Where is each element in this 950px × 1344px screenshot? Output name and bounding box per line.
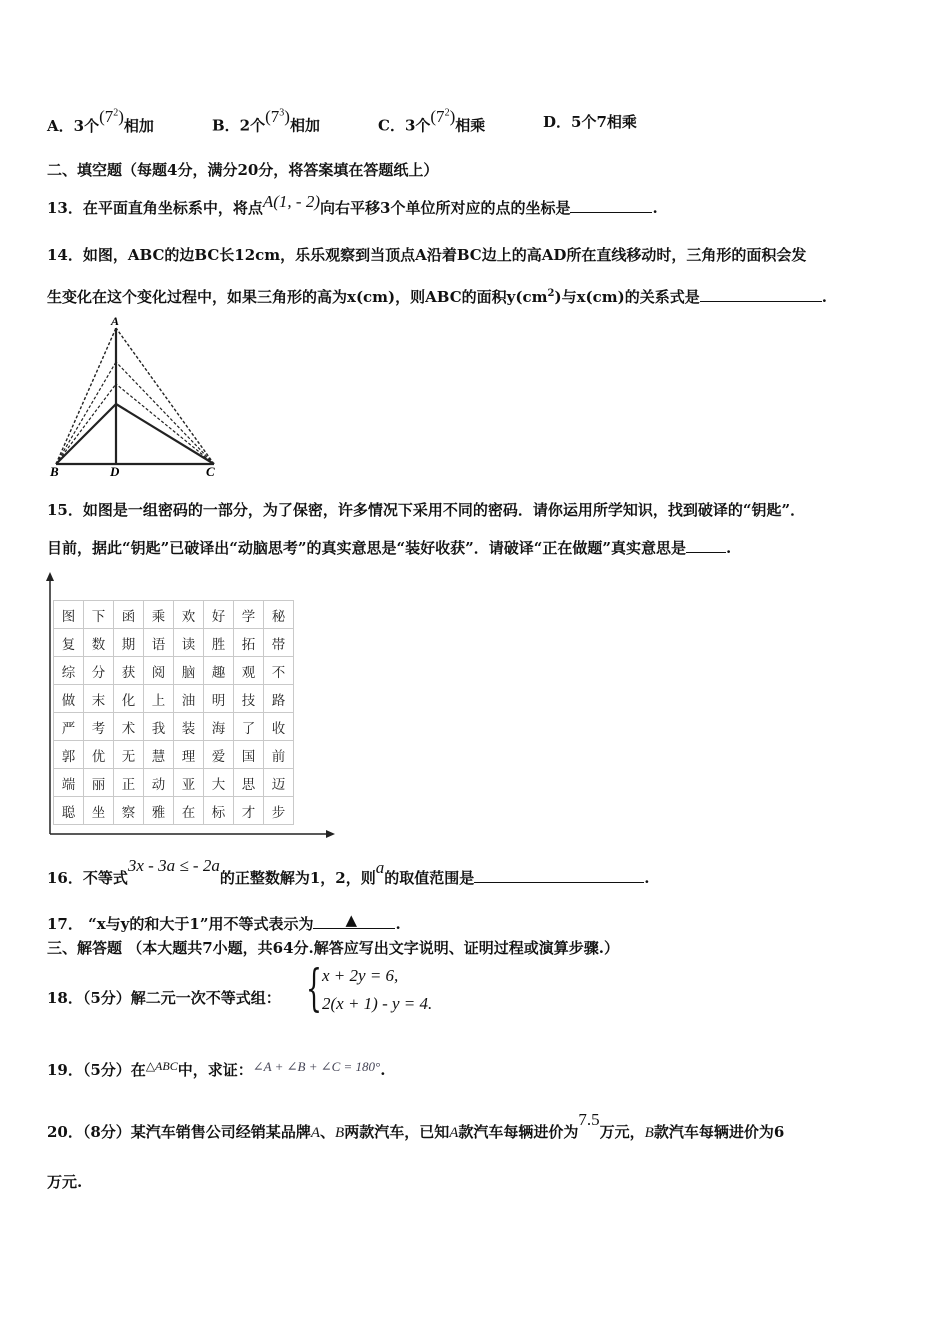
grid-cell: 严	[54, 713, 84, 741]
grid-cell: 不	[264, 657, 294, 685]
section2-title: 二、填空题（每题4分，满分20分，将答案填在答题纸上）	[47, 161, 439, 179]
grid-cell: 雅	[144, 797, 174, 825]
grid-cell: 国	[234, 741, 264, 769]
grid-cell: 乘	[144, 601, 174, 629]
grid-cell: 帯	[264, 629, 294, 657]
question-13: 13．在平面直角坐标系中，将点A(1, - 2)向右平移3个单位所对应的点的坐标是 .	[47, 192, 658, 217]
grid-cell: 语	[144, 629, 174, 657]
grid-cell: 图	[54, 601, 84, 629]
question-15-line1: 15．如图是一组密码的一部分，为了保密，许多情况下采用不同的密码．请你运用所学知识，找到破译的“钥匙”．	[47, 501, 806, 519]
grid-cell: 收	[264, 713, 294, 741]
grid-cell: 明	[204, 685, 234, 713]
grid-cell: 慧	[144, 741, 174, 769]
section3-title: 三、解答题 （本大题共7小题，共64分.解答应写出文字说明、证明过程或演算步骤.）	[47, 939, 619, 957]
question-18: 18．（5分）解二元一次不等式组：	[47, 989, 281, 1007]
grid-cell: 胜	[204, 629, 234, 657]
grid-cell: 在	[174, 797, 204, 825]
label-c: C	[206, 464, 215, 479]
grid-cell: 亚	[174, 769, 204, 797]
equation-2: 2(x + 1) - y = 4.	[322, 994, 433, 1013]
label-a: A	[111, 314, 120, 328]
grid-cell: 做	[54, 685, 84, 713]
grid-row	[54, 685, 294, 713]
grid-cell: 末	[84, 685, 114, 713]
grid-cell: 欢	[174, 601, 204, 629]
triangle-abc: △ABC	[145, 1059, 178, 1073]
answer-blank	[474, 868, 644, 883]
grid-cell: 迈	[264, 769, 294, 797]
system-brace: {	[306, 959, 322, 1017]
grid-row	[54, 657, 294, 685]
question-20-line2: 万元.	[47, 1173, 83, 1191]
grid-cell: 秘	[264, 601, 294, 629]
grid-cell: 思	[234, 769, 264, 797]
grid-cell: 分	[84, 657, 114, 685]
variable-a: a	[375, 858, 385, 877]
grid-cell: 装	[174, 713, 204, 741]
grid-cell: 脑	[174, 657, 204, 685]
label-d: D	[110, 464, 120, 479]
grid-cell: 观	[234, 657, 264, 685]
grid-cell: 函	[114, 601, 144, 629]
grid-row	[54, 741, 294, 769]
grid-cell: 考	[84, 713, 114, 741]
grid-row	[54, 601, 294, 629]
grid-cell: 上	[144, 685, 174, 713]
grid-cell: 动	[144, 769, 174, 797]
question-17: 17． “x与y的和大于1”用不等式表示为 ▲ .	[47, 911, 401, 933]
grid-cell: 步	[264, 797, 294, 825]
grid-cell: 了	[234, 713, 264, 741]
grid-cell: 术	[114, 713, 144, 741]
grid-cell: 读	[174, 629, 204, 657]
grid-cell: 数	[84, 629, 114, 657]
answer-blank	[313, 911, 395, 929]
grid-cell: 技	[234, 685, 264, 713]
option-c: C．3个$(7^2)$相乘	[378, 106, 486, 135]
answer-blank	[686, 538, 726, 553]
grid-cell: 海	[204, 713, 234, 741]
grid-cell: 拓	[234, 629, 264, 657]
grid-cell: 下	[84, 601, 114, 629]
answer-blank	[570, 198, 652, 213]
option-b: B．2个$(7^3)$相加	[212, 106, 320, 135]
grid-cell: 理	[174, 741, 204, 769]
price-a: 7.5	[578, 1110, 600, 1129]
grid-cell: 油	[174, 685, 204, 713]
grid-row	[54, 769, 294, 797]
grid-cell: 我	[144, 713, 174, 741]
grid-cell: 爱	[204, 741, 234, 769]
grid-cell: 复	[54, 629, 84, 657]
grid-cell: 端	[54, 769, 84, 797]
cipher-grid	[53, 600, 294, 825]
question-14-line1: 14．如图，ABC的边BC长12cm，乐乐观察到当顶点A沿着BC边上的高AD所在直线移动时，三角形的面积会发	[47, 246, 807, 264]
grid-cell: 标	[204, 797, 234, 825]
grid-cell: 郭	[54, 741, 84, 769]
answer-blank	[700, 287, 822, 302]
option-a: A．3个$(7^2)$相加	[47, 106, 154, 135]
question-16: 16．不等式3x - 3a ≤ - 2a的正整数解为1，2，则a的取值范围是 .	[47, 856, 650, 887]
option-d: D．5个7相乘	[543, 113, 637, 131]
question-14-line2: 生变化在这个变化过程中，如果三角形的高为x(cm)，则ABC的面积$y(cm^2)$与x(cm)的关系式是 .	[47, 288, 827, 306]
grid-cell: 才	[234, 797, 264, 825]
grid-cell: 综	[54, 657, 84, 685]
grid-cell: 化	[114, 685, 144, 713]
grid-cell: 无	[114, 741, 144, 769]
question-19: 19．（5分）在$^{\triangle ABC}$中，求证：∠A + ∠B + ∠C = 180°.	[47, 1059, 386, 1079]
angle-sum-formula: ∠A + ∠B + ∠C = 180°	[252, 1059, 381, 1074]
inequality: 3x - 3a ≤ - 2a	[127, 856, 220, 875]
grid-cell: 坐	[84, 797, 114, 825]
grid-row	[54, 713, 294, 741]
triangle-figure	[44, 312, 234, 482]
grid-cell: 察	[114, 797, 144, 825]
question-15-line2: 目前，据此“钥匙”已破译出“动脑思考”的真实意思是“装好收获”．请破译“正在做题”真实意思是 .	[47, 539, 732, 557]
label-b: B	[50, 464, 59, 479]
grid-row	[54, 629, 294, 657]
q12-options	[47, 106, 154, 136]
equation-1: x + 2y = 6,	[322, 966, 399, 985]
grid-cell: 获	[114, 657, 144, 685]
grid-cell: 大	[204, 769, 234, 797]
grid-cell: 好	[204, 601, 234, 629]
point-a: A(1, - 2)	[262, 192, 321, 211]
grid-cell: 丽	[84, 769, 114, 797]
grid-cell: 阅	[144, 657, 174, 685]
triangle-marker-icon: ▲	[345, 911, 357, 929]
grid-cell: 正	[114, 769, 144, 797]
question-20-line1: 20．（8分）某汽车销售公司经销某品牌A、B两款汽车，已知A款汽车每辆进价为7.5万元，B款汽车每辆进价为6	[47, 1110, 785, 1141]
grid-cell: 趣	[204, 657, 234, 685]
grid-cell: 前	[264, 741, 294, 769]
grid-cell: 优	[84, 741, 114, 769]
grid-cell: 期	[114, 629, 144, 657]
grid-cell: 路	[264, 685, 294, 713]
grid-row	[54, 797, 294, 825]
grid-cell: 学	[234, 601, 264, 629]
grid-cell: 聪	[54, 797, 84, 825]
